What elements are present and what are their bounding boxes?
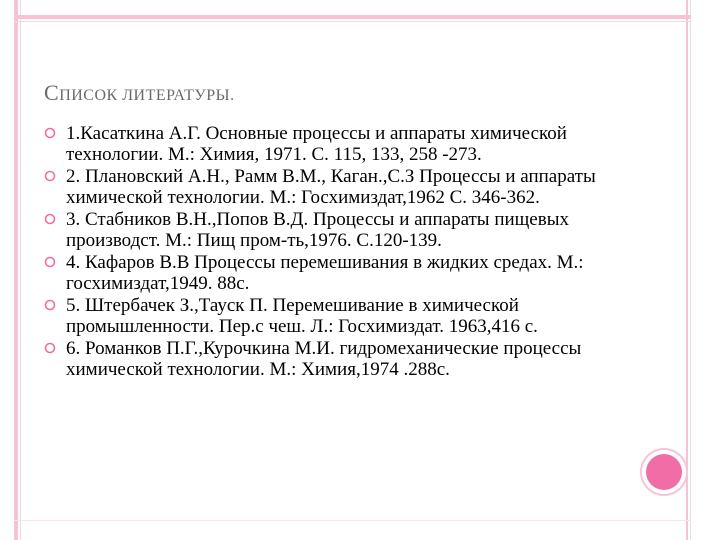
reference-item — [44, 296, 634, 337]
reference-item — [44, 167, 634, 208]
title-initial: С — [44, 80, 60, 105]
reference-item — [44, 124, 634, 165]
reference-text: 1.Касаткина А.Г. Основные процессы и аппараты химической технологии. М.: Химия, 1971. С. 115, 133, 258 -273. — [66, 123, 567, 165]
frame-left-line-thin — [20, 0, 21, 540]
bullet-circle-icon — [44, 213, 56, 225]
page-title — [44, 80, 235, 106]
reference-item — [44, 210, 634, 251]
bullet-circle-icon — [44, 342, 56, 354]
reference-item — [44, 253, 634, 294]
bullet-circle-icon — [44, 299, 56, 311]
reference-text: 3. Стабников В.Н.,Попов В.Д. Процессы и аппараты пищевых производст. М.: Пищ пром-ть,1976. С.120-139. — [66, 209, 569, 251]
bullet-circle-icon — [44, 170, 56, 182]
frame-bottom-line — [14, 520, 691, 521]
frame-top-line-thin — [14, 21, 691, 22]
frame-right-line-thin — [690, 0, 691, 540]
reference-text: 6. Романков П.Г.,Курочкина М.И. гидромеханические процессы химической технологии. М.: Химия,1974 .288с. — [66, 338, 582, 380]
reference-text: 5. Штербачек З.,Тауск П. Перемешивание в химической промышленности. Пер.с чеш. Л.: Госхимиздат. 1963,416 с. — [66, 295, 538, 337]
reference-text: 4. Кафаров В.В Процессы перемешивания в жидких средах. М.: госхимиздат,1949. 88с. — [66, 252, 584, 294]
decorative-dot-icon — [646, 454, 682, 490]
frame-right-line — [686, 0, 688, 540]
frame-top-line — [14, 15, 691, 19]
frame-left-line — [14, 0, 18, 540]
reference-list — [44, 124, 634, 382]
title-rest: ПИСОК ЛИТЕРАТУРЫ. — [59, 87, 235, 104]
bullet-circle-icon — [44, 127, 56, 139]
reference-item — [44, 339, 634, 380]
reference-text: 2. Плановский А.Н., Рамм В.М., Каган.,С.З Процессы и аппараты химической технологии. М.: Госхимиздат,1962 С. 346-362. — [66, 166, 596, 208]
bullet-circle-icon — [44, 256, 56, 268]
